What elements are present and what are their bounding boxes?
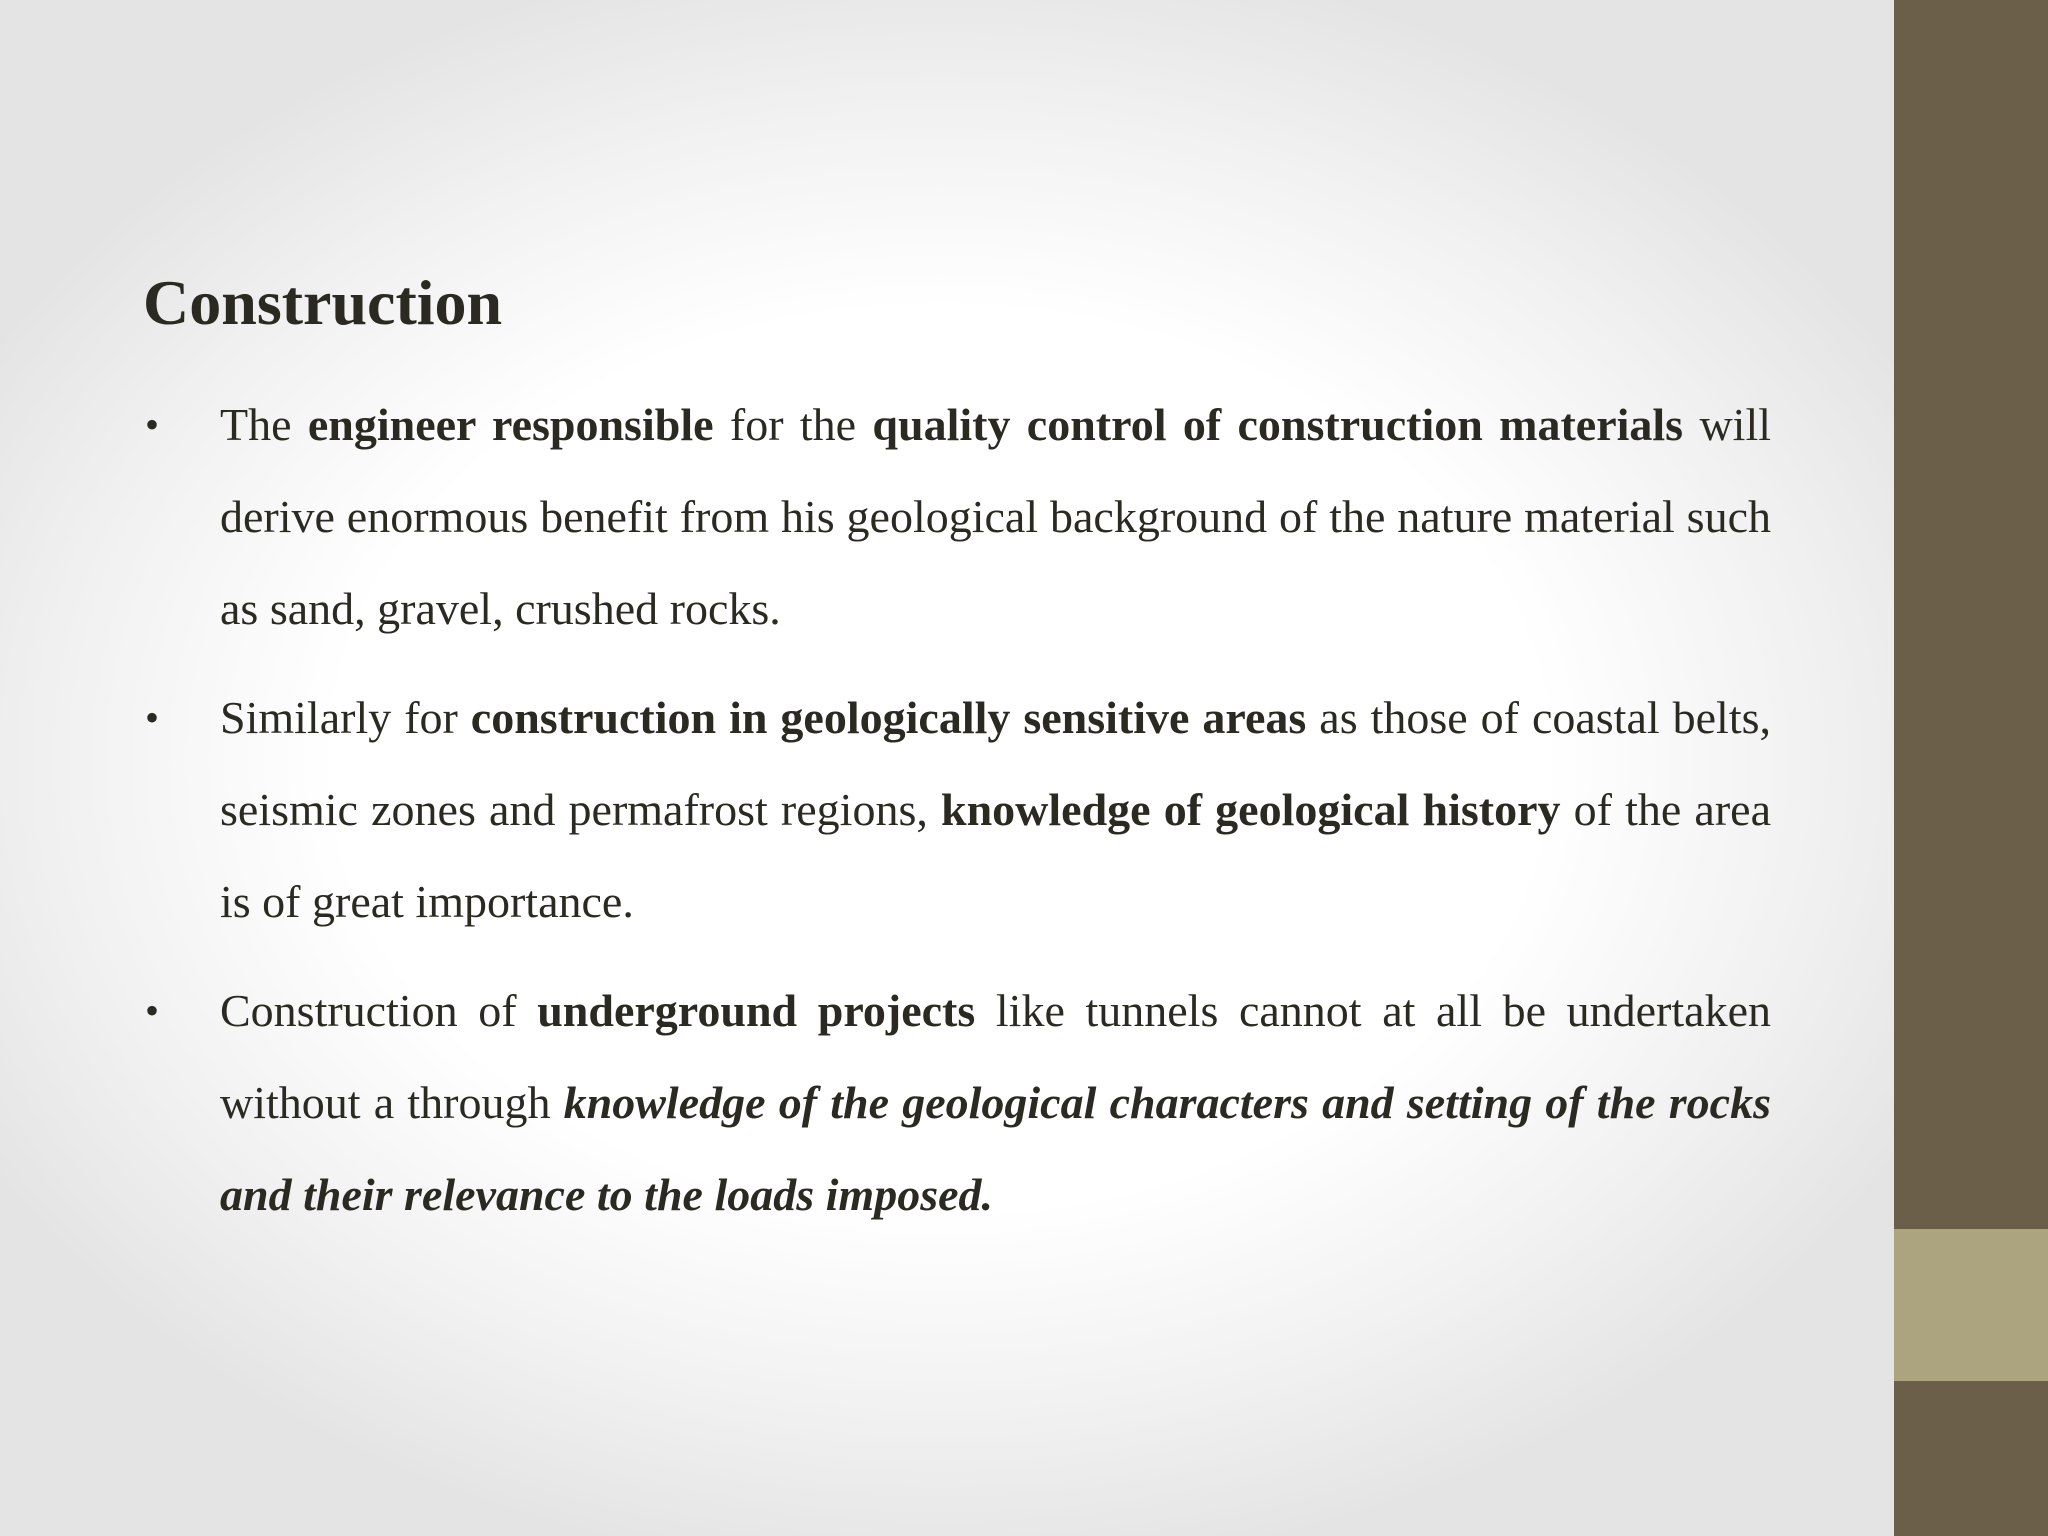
text-segment: of the area is of great importance.: [220, 784, 1771, 927]
bullet-item: [143, 672, 1771, 948]
text-segment-bold: engineer responsible: [307, 399, 714, 450]
bullet-point-icon: •: [145, 988, 160, 1033]
bullet-point-icon: •: [145, 695, 160, 740]
text-segment: The: [220, 399, 308, 450]
slide-title: Construction: [143, 267, 503, 338]
text-segment: Similarly for: [220, 692, 471, 743]
bullet-point-icon: •: [145, 402, 160, 447]
text-segment: will derive enormous benefit from his geological background of the nature material such as sand, gravel, crushed rocks.: [220, 399, 1771, 634]
text-segment-bold: knowledge of geological history: [941, 784, 1561, 835]
text-segment: for the: [713, 399, 873, 450]
text-segment-bold: quality control of construction materials: [872, 399, 1684, 450]
text-segment: Construction of: [220, 985, 538, 1036]
bullet-text: [220, 692, 1771, 927]
text-segment-bold: underground projects: [537, 985, 976, 1036]
bullet-text: [220, 985, 1771, 1220]
text-segment: like tunnels cannot at all be undertaken without a through: [220, 985, 1771, 1128]
text-segment: as those of coastal belts, seismic zones and permafrost regions,: [220, 692, 1772, 835]
text-segment-bold: construction in geologically sensitive areas: [470, 692, 1307, 743]
text-segment-bold-italic: knowledge of the geological characters and setting of the rocks and their relevance to the loads imposed.: [220, 1077, 1771, 1220]
bullet-list: [143, 379, 1771, 1258]
bullet-item: [143, 965, 1771, 1241]
sidebar-accent-block: [1894, 1229, 2048, 1381]
decorative-sidebar: [1894, 0, 2048, 1536]
bullet-item: [143, 379, 1771, 655]
bullet-text: [220, 399, 1771, 634]
